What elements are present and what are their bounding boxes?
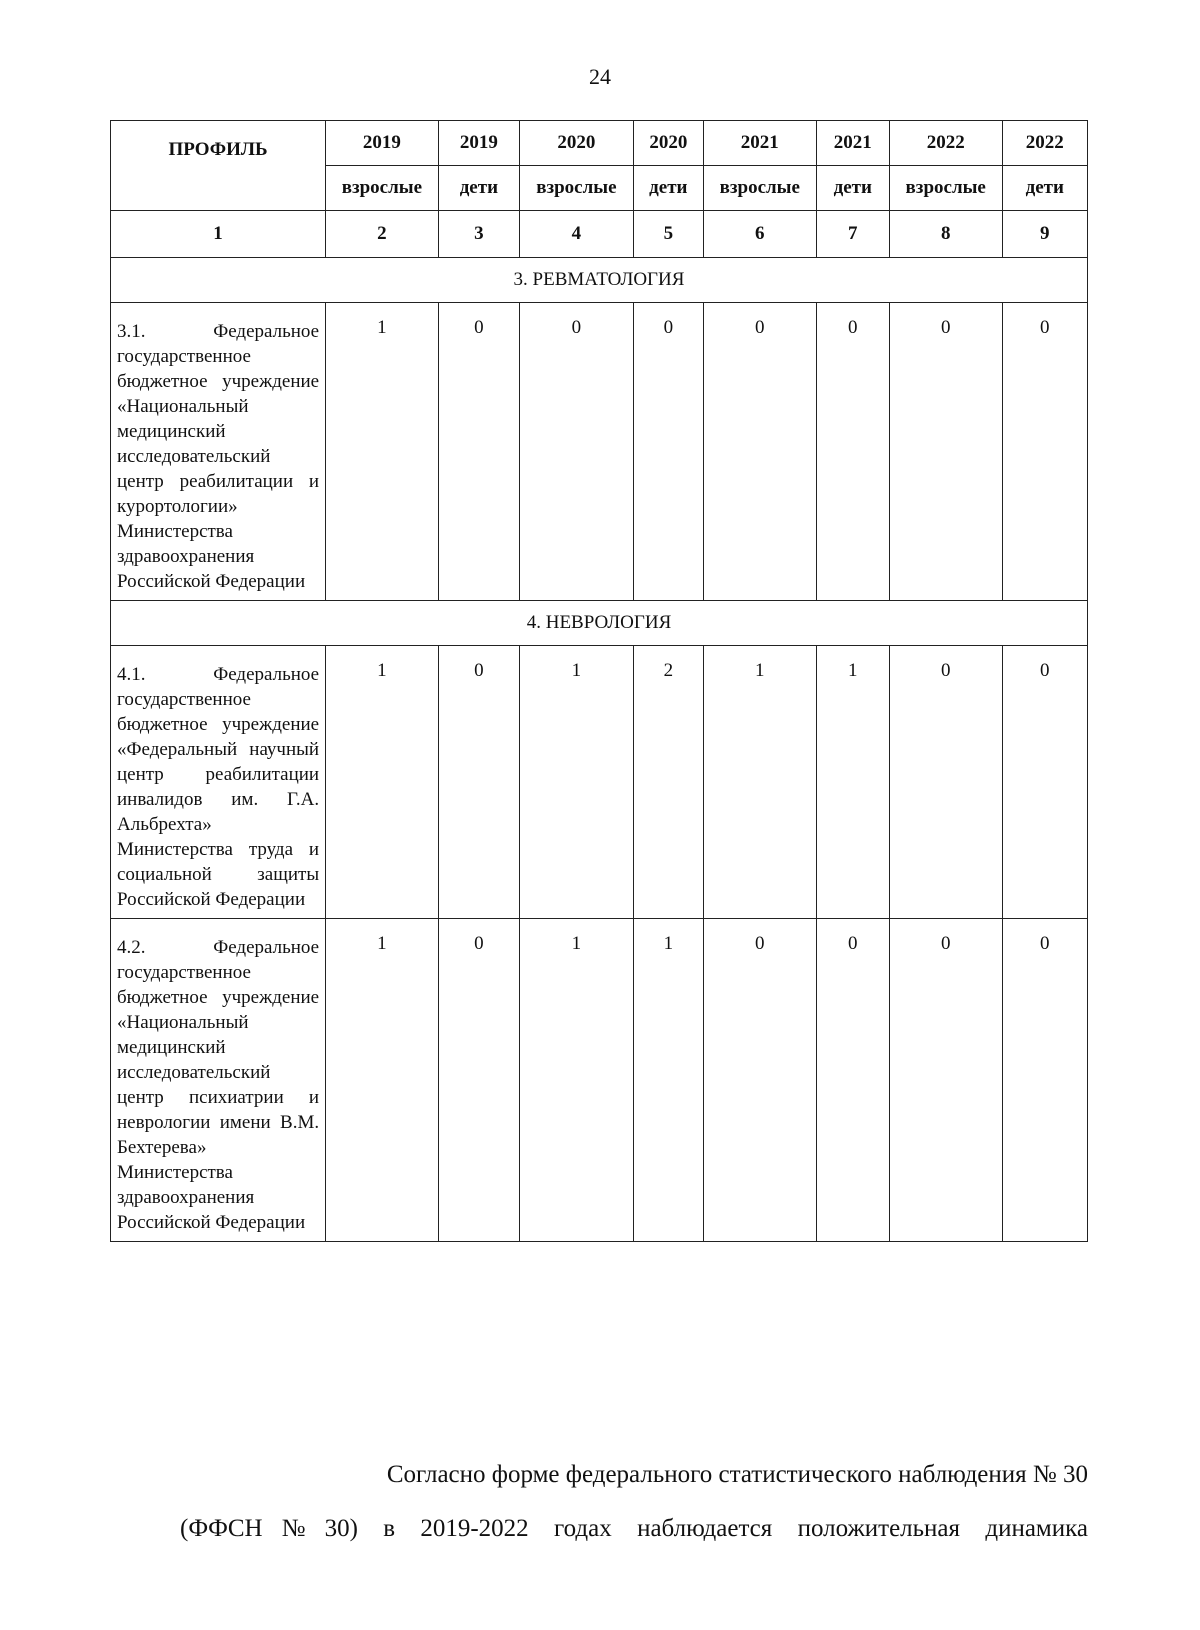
column-number: 4 [520, 211, 634, 258]
column-number: 9 [1002, 211, 1088, 258]
value-cell: 0 [633, 303, 703, 601]
value-cell: 0 [438, 919, 519, 1242]
value-cell: 0 [1002, 646, 1088, 919]
year-header: 2022 [889, 121, 1002, 166]
table-row [111, 303, 1088, 601]
value-cell: 0 [704, 303, 817, 601]
value-cell: 0 [1002, 919, 1088, 1242]
statistics-table [110, 120, 1088, 1242]
value-cell: 0 [816, 919, 889, 1242]
value-cell: 0 [889, 919, 1002, 1242]
group-header: взрослые [520, 166, 634, 211]
group-header: дети [816, 166, 889, 211]
section-title: 3. РЕВМАТОЛОГИЯ [111, 258, 1088, 303]
column-number: 5 [633, 211, 703, 258]
group-header: взрослые [889, 166, 1002, 211]
year-header: 2019 [326, 121, 439, 166]
paragraph-line-2: (ФФСН№30) в 2019-2022 годах наблюдается положительная динамика [180, 1515, 1088, 1542]
paragraph-line-1: Согласно форме федерального статистического наблюдения № 30 [386, 1461, 1088, 1488]
column-number: 6 [704, 211, 817, 258]
value-cell: 1 [816, 646, 889, 919]
year-header: 2022 [1002, 121, 1088, 166]
value-cell: 1 [520, 646, 634, 919]
column-number: 2 [326, 211, 439, 258]
year-header: 2021 [816, 121, 889, 166]
group-header: дети [438, 166, 519, 211]
value-cell: 1 [520, 919, 634, 1242]
group-header: дети [633, 166, 703, 211]
year-header: 2021 [704, 121, 817, 166]
page-number: 24 [589, 64, 611, 89]
section-title: 4. НЕВРОЛОГИЯ [111, 601, 1088, 646]
section-row [111, 258, 1088, 303]
column-number: 7 [816, 211, 889, 258]
value-cell: 1 [326, 303, 439, 601]
value-cell: 0 [438, 303, 519, 601]
year-header: 2020 [633, 121, 703, 166]
header-row-numbers [111, 211, 1088, 258]
table-row [111, 646, 1088, 919]
institution-name: 4.1. Федеральное государственное бюджетное учреждение «Федеральный научный центр реабилитации инвалидов им. Г.А. Альбрехта» Министерства труда и социальной защиты Российской Федерации [111, 646, 326, 919]
value-cell: 0 [816, 303, 889, 601]
value-cell: 0 [889, 646, 1002, 919]
institution-name: 3.1. Федеральное государственное бюджетное учреждение «Национальный медицинский исследовательский центр реабилитации и курортологии» Министерства здравоохранения Российской Федерации [111, 303, 326, 601]
group-header: взрослые [326, 166, 439, 211]
header-row-years [111, 121, 1088, 166]
column-number: 3 [438, 211, 519, 258]
column-number: 8 [889, 211, 1002, 258]
value-cell: 1 [326, 646, 439, 919]
value-cell: 1 [326, 919, 439, 1242]
value-cell: 2 [633, 646, 703, 919]
value-cell: 1 [633, 919, 703, 1242]
value-cell: 0 [520, 303, 634, 601]
group-header: взрослые [704, 166, 817, 211]
value-cell: 0 [889, 303, 1002, 601]
section-row [111, 601, 1088, 646]
value-cell: 0 [438, 646, 519, 919]
value-cell: 0 [1002, 303, 1088, 601]
institution-name: 4.2. Федеральное государственное бюджетное учреждение «Национальный медицинский исследовательский центр психиатрии и неврологии имени В.М. Бехтерева» Министерства здравоохранения Российской Федерации [111, 919, 326, 1242]
profile-header: ПРОФИЛЬ [111, 121, 326, 211]
value-cell: 0 [704, 919, 817, 1242]
group-header: дети [1002, 166, 1088, 211]
column-number: 1 [111, 211, 326, 258]
year-header: 2019 [438, 121, 519, 166]
table-row [111, 919, 1088, 1242]
year-header: 2020 [520, 121, 634, 166]
value-cell: 1 [704, 646, 817, 919]
